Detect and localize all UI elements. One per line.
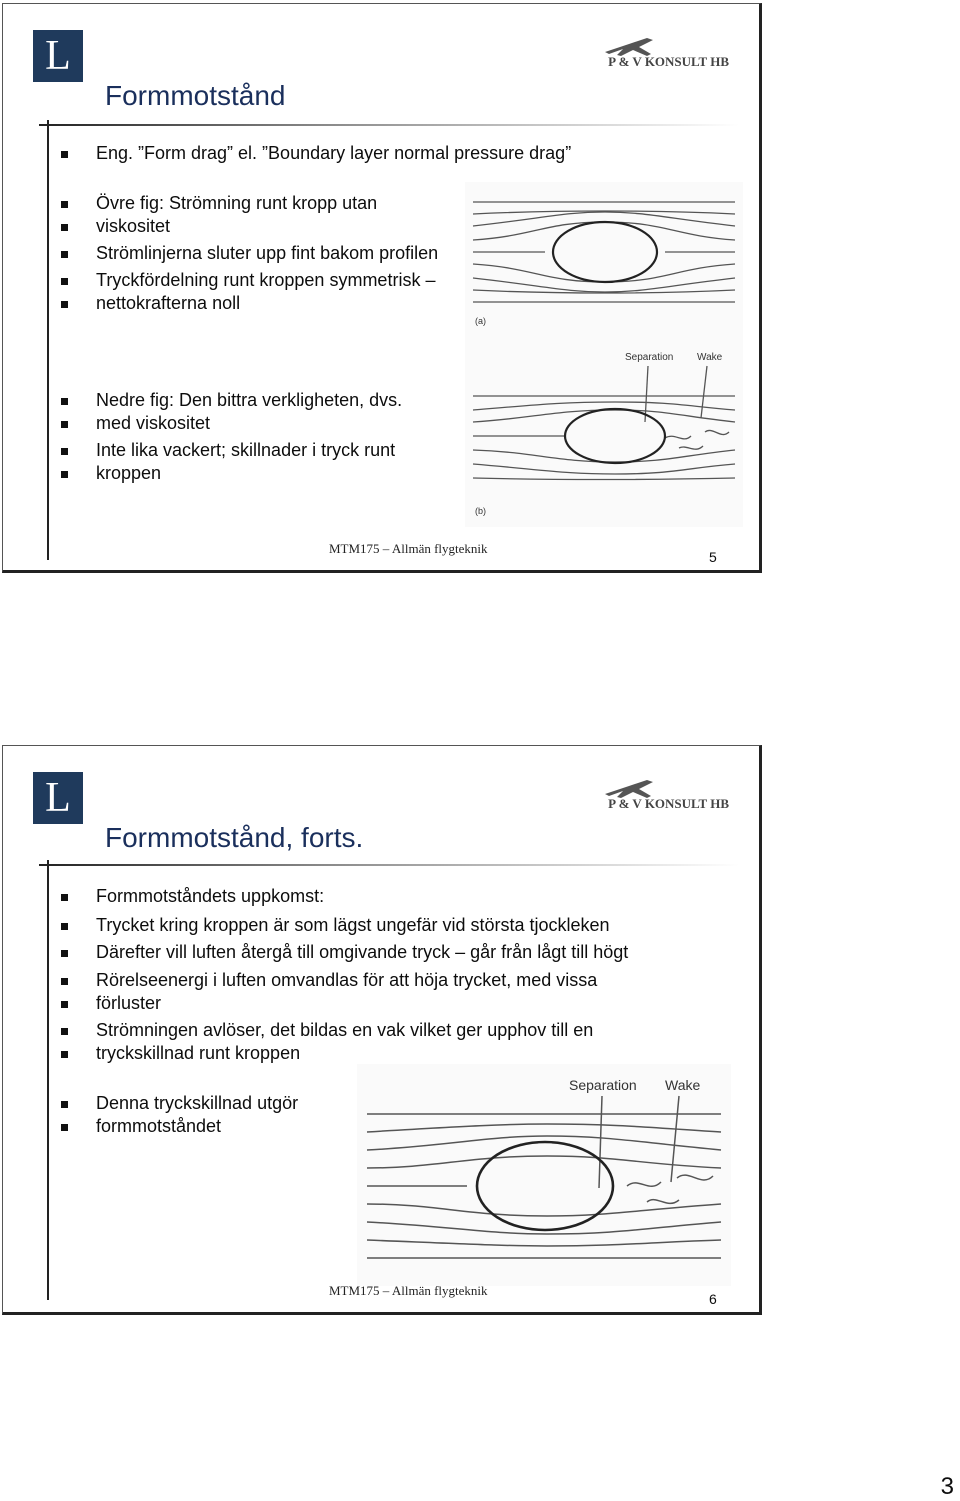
title-rule-vertical xyxy=(47,120,49,560)
separation-label: Separation xyxy=(569,1077,637,1093)
slide-number: 5 xyxy=(709,549,717,565)
title-rule-horizontal xyxy=(39,124,739,126)
company-name: P & V KONSULT HB xyxy=(608,54,729,69)
page-number: 3 xyxy=(940,1473,954,1500)
flow-figure xyxy=(465,182,743,527)
company-name: P & V KONSULT HB xyxy=(608,796,729,811)
flow-figure xyxy=(357,1064,731,1286)
slide-title: Formmotstånd xyxy=(105,80,286,111)
wake-label: Wake xyxy=(697,352,723,363)
title-rule-horizontal xyxy=(39,864,739,866)
figure-label-a: (a) xyxy=(475,316,486,326)
slide-footer: MTM175 – Allmän flygteknik xyxy=(329,541,488,556)
slide-number: 6 xyxy=(709,1291,717,1307)
company-logo xyxy=(589,776,729,816)
company-logo xyxy=(589,34,729,74)
wake-label: Wake xyxy=(665,1077,701,1093)
slide-6: L P & V KONSULT HB Formmotstånd, forts. Formmotståndets uppkomst: Trycket kring kroppen är som lägst ungefär vid största tjockleken Därefter vill luften återgå till omgivande tryck – går från lågt till högt Rörelseenergi i luften omvandlas för att höja trycket, med vissa förluster Strömningen avlöser, det bildas en vak vilket ger upphov till en tryckskillnad runt kroppen Denna tryckskillnad utgör formmotståndet Separation Wake MTM175 – Allmän flygteknik 6 xyxy=(2,745,762,1315)
university-logo: L xyxy=(33,772,83,824)
figure-label-b: (b) xyxy=(475,506,486,516)
title-rule-vertical xyxy=(47,860,49,1300)
slide-title: Formmotstånd, forts. xyxy=(105,822,364,853)
separation-label: Separation xyxy=(625,352,674,363)
slide-5: L P & V KONSULT HB Formmotstånd Eng. ”Form drag” el. ”Boundary layer normal pressure drag” Övre fig: Strömning runt kropp utan viskositet Strömlinjerna sluter upp fint bakom profilen Tryckfördelning runt kroppen symmetrisk – nettokrafterna noll Nedre fig: Den bittra verkligheten, dvs. med viskositet Inte lika vackert; skillnader i tryck runt kroppen (a) Separation Wake (b) MTM175 – Allmän flygteknik 5 xyxy=(2,3,762,573)
university-logo: L xyxy=(33,30,83,82)
slide-footer: MTM175 – Allmän flygteknik xyxy=(329,1283,488,1298)
